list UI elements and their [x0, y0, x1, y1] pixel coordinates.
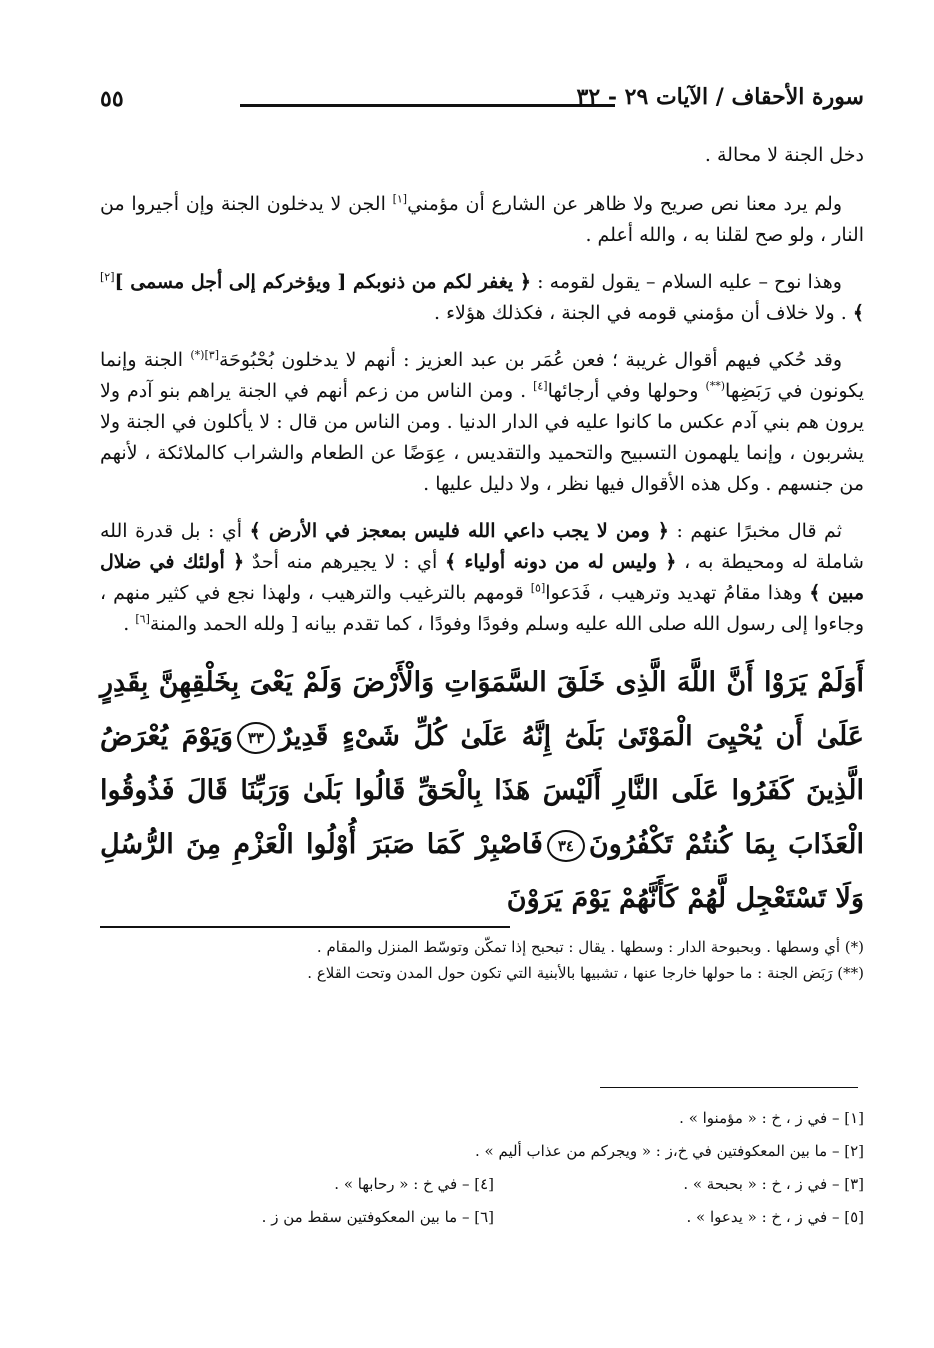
- main-text: [100, 140, 864, 986]
- footnote-row: [100, 1135, 864, 1168]
- paragraph-3-rest: . ولا خلاف أن مؤمني قومه في الجنة ، فكذلك هؤلاء .: [434, 302, 853, 324]
- star-ref-2: (**): [705, 379, 726, 393]
- footnote-ref-4: [٤]: [533, 379, 548, 393]
- paragraph-5-b: أي : بل قدرة الله شاملة له ومحيطة به ،: [100, 520, 864, 573]
- quote-3: ﴿ أولئك في ضلال مبين ﴾: [100, 551, 865, 604]
- running-title: سورة الأحقاف / الآيات ٢٩ - ٣٢: [576, 84, 864, 110]
- paragraph-5-e: قومهم بالترغيب والترهيب ، ولهذا نجع في كثير منهم ، وجاءوا إلى رسول الله صلى الله عليه وسلم وفودًا وفودًا ، كما تقدم بيانه [ ولله الحمد والمنة: [100, 582, 864, 635]
- paragraph-5-d: وهذا مقامُ تهديد وترهيب ، فَدَعوا: [545, 582, 810, 604]
- paragraph-4-b: الجنة وإنما يكونون في رَبَضِها: [100, 349, 865, 402]
- footnote-row: [100, 1102, 864, 1135]
- header-rule: [240, 104, 615, 107]
- footnote-3: [٣] – في ز ، خ : « بحبحة » .: [683, 1175, 864, 1193]
- page-header: [100, 84, 864, 118]
- paragraph-3-text: وهذا نوح – عليه السلام – يقول لقومه :: [531, 271, 842, 293]
- paragraph-5-a: ثم قال مخبرًا عنهم :: [668, 520, 842, 542]
- paragraph-2-rest: الجن لا يدخلون الجنة وإن أجيروا من النار ، ولو صح لقلنا به ، والله أعلم .: [100, 193, 864, 246]
- star-ref-1: (*): [190, 348, 205, 362]
- quran-verses: [100, 656, 864, 926]
- verse-33: أَوَلَمْ يَرَوْا أَنَّ اللَّهَ الَّذِى خَلَقَ السَّمَوَاتِ وَالْأَرْضَ وَلَمْ يَعْىَ بِخَلْقِهِنَّ بِقَدِرٍ عَلَىٰ أَن يُحْيِىَ الْمَوْتَىٰ بَلَىٰٓ إِنَّهُ عَلَىٰ كُلِّ شَىْءٍ قَدِيرٌ: [100, 667, 864, 752]
- verse-35: فَاصْبِرْ كَمَا صَبَرَ أُوْلُوا الْعَزْمِ مِنَ الرُّسُلِ وَلَا تَسْتَعْجِل لَّهُمْ كَأَنَّهُمْ يَوْمَ يَرَوْنَ: [100, 829, 864, 914]
- paragraph-1: دخل الجنة لا محالة .: [704, 144, 864, 166]
- paragraph-4-d: . ومن الناس من زعم أنهم في الجنة يراهم بنو آدم ولا يرون هم بني آدم عكس ما كانوا عليه في الدار الدنيا . ومن الناس من قال : لا يأكلون في الجنة ولا يشربون ، وإنما يلهمون التسبيح والتحميد والتقديس ، عِوَضًا عن الطعام والشراب كالملائكة ، لأنهم من جنسهم . وكل هذه الأقوال فيها نظر ، ولا دليل عليها .: [100, 380, 864, 495]
- star-notes: [100, 934, 864, 986]
- footnote-6: [٦] – ما بين المعكوفتين سقط من ز .: [261, 1208, 494, 1226]
- footnotes: [100, 1102, 864, 1234]
- footnote-row: [100, 1168, 864, 1201]
- footnote-1: [١] – في ز ، خ : « مؤمنوا » .: [679, 1109, 864, 1127]
- page-number: ٥٥: [100, 86, 124, 112]
- footnote-rule: [600, 1087, 858, 1088]
- quote-nuh: ﴿ يغفر لكم من ذنوبكم [ ويؤخركم إلى أجل مسمى ]: [114, 271, 532, 293]
- ayah-number-34: ٣٤: [547, 830, 585, 862]
- quote-nuh-end: ﴾: [852, 302, 864, 324]
- star-note-1: (*) أي وسطها . وبحبوحة الدار : وسطها . يقال : تبحبح إذا تمكّن وتوسّط المنزل والمقام .: [316, 938, 864, 956]
- paragraph-4-a: وقد حُكي فيهم أقوال غريبة ؛ فعن عُمَر بن عبد العزيز : أنهم لا يدخلون بُحْبُوحَة: [218, 349, 842, 371]
- footnote-4: [٤] – في خ : « رحابها » .: [334, 1175, 494, 1193]
- verse-rule: [100, 926, 510, 928]
- quote-2: ﴿ وليس له من دونه أولياء ﴾: [445, 551, 677, 573]
- footnote-5: [٥] – في ز ، خ : « يدعوا » .: [686, 1208, 864, 1226]
- star-note-2: (**) رَبَض الجنة : ما حولها خارجا عنها ، تشبيها بالأبنية التي تكون حول المدن وتحت القلاع .: [307, 964, 864, 982]
- paragraph-4: [100, 345, 864, 500]
- footnote-ref-2: [٢]: [100, 270, 115, 284]
- paragraph-2-text: ولم يرد معنا نص صريح ولا ظاهر عن الشارع أن مؤمني: [407, 193, 842, 215]
- footnote-ref-3: [٣]: [204, 348, 219, 362]
- footnote-ref-5: [٥]: [530, 581, 546, 595]
- paragraph-4-c: وحولها وفي أرجائها: [547, 380, 706, 402]
- footnote-ref-6: [٦]: [135, 612, 150, 626]
- footnote-2: [٢] – ما بين المعكوفتين في خ،ز : « ويجركم من عذاب أليم » .: [474, 1142, 864, 1160]
- footnote-ref-1: [١]: [392, 192, 408, 206]
- paragraph-2: [100, 189, 864, 251]
- quote-1: ﴿ ومن لا يجب داعي الله فليس بمعجز في الأرض ﴾: [249, 520, 669, 542]
- paragraph-3: [100, 267, 864, 329]
- ayah-number-33: ٣٣: [237, 722, 275, 754]
- footnote-row: [100, 1201, 864, 1234]
- paragraph-5-c: أي : لا يجيرهم منه أحدٌ: [244, 551, 446, 573]
- paragraph-5-f: .: [123, 613, 136, 635]
- verse-34: وَيَوْمَ يُعْرَضُ الَّذِينَ كَفَرُوا عَلَى النَّارِ أَلَيْسَ هَذَا بِالْحَقِّ قَالُوا بَلَىٰ وَرَبِّنَا قَالَ فَذُوقُوا الْعَذَابَ بِمَا كُنتُمْ تَكْفُرُونَ: [100, 721, 864, 860]
- paragraph-5: [100, 516, 864, 640]
